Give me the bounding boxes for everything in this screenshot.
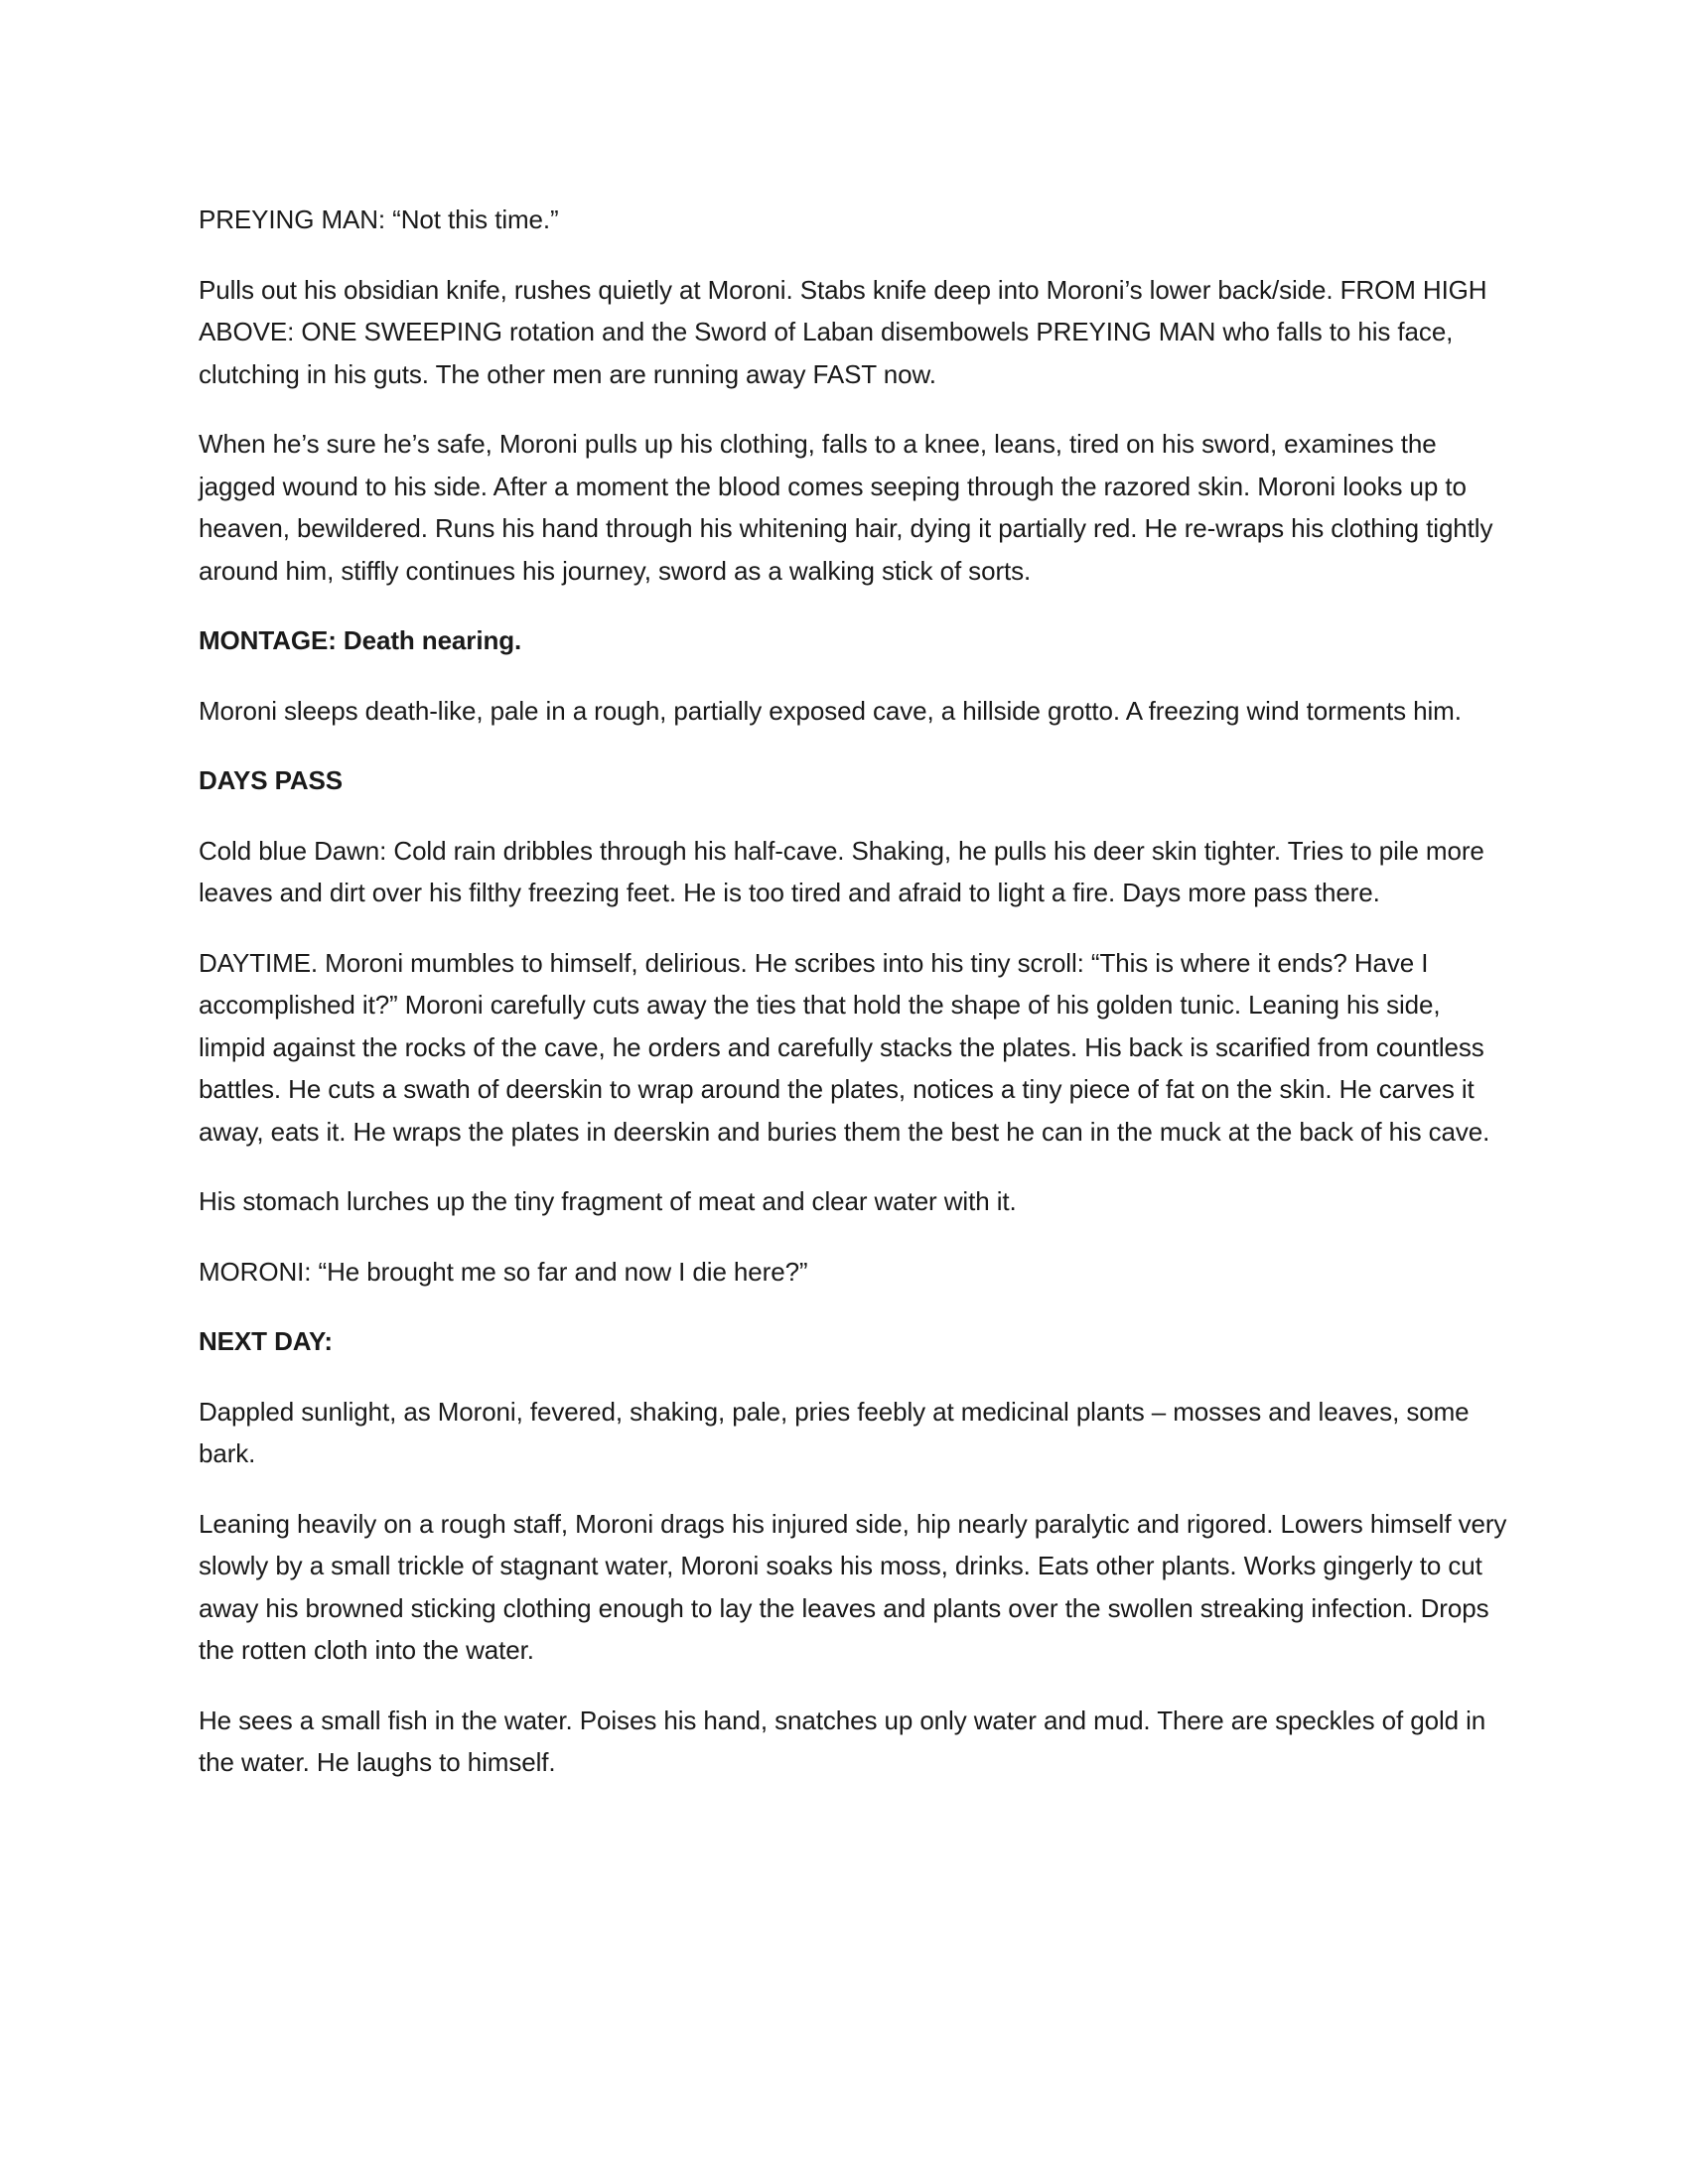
heading-next-day: NEXT DAY: [199, 1326, 333, 1356]
dialogue-preying-man: PREYING MAN: “Not this time.” [199, 205, 559, 234]
paragraph-knife-attack: Pulls out his obsidian knife, rushes quietly at Moroni. Stabs knife deep into Moroni’s lower back/side. FROM HIGH ABOVE: ONE SWEEPING rotation and the Sword of Laban disembowels PREYING MAN who falls to his face, clutching in his guts. The other men are running away FAST now. [199, 274, 1487, 389]
paragraph-fish: He sees a small fish in the water. Poises his hand, snatches up only water and mud. There are speckles of gold in the water. He laughs to himself. [199, 1705, 1486, 1777]
page-body [199, 199, 1509, 1812]
paragraph-cold-dawn: Cold blue Dawn: Cold rain dribbles through his half-cave. Shaking, he pulls his deer skin tighter. Tries to pile more leaves and dirt over his filthy freezing feet. He is too tired and afraid to light a fire. Days more pass there. [199, 835, 1484, 907]
heading-days-pass: DAYS PASS [199, 765, 344, 795]
paragraph-staff: Leaning heavily on a rough staff, Moroni drags his injured side, hip nearly paralytic and rigored. Lowers himself very slowly by a small trickle of stagnant water, Moroni soaks his moss, drinks. Eats other plants. Works gingerly to cut away his browned sticking clothing enough to lay the leaves and plants over the swollen streaking infection. Drops the rotten cloth into the water. [199, 1508, 1507, 1665]
paragraph-cave: Moroni sleeps death-like, pale in a rough, partially exposed cave, a hillside grotto. A freezing wind torments him. [199, 695, 1462, 726]
paragraph-daytime: DAYTIME. Moroni mumbles to himself, delirious. He scribes into his tiny scroll: “This is where it ends? Have I accomplished it?” Moroni carefully cuts away the ties that hold the shape of his golden tunic. Leaning his side, limpid against the rocks of the cave, he orders and carefully stacks the plates. His back is scarified from countless battles. He cuts a swath of deerskin to wrap around the plates, notices a tiny piece of fat on the skin. He carves it away, eats it. He wraps the plates in deerskin and buries them the best he can in the muck at the back of his cave. [199, 947, 1490, 1147]
paragraph-wound: When he’s sure he’s safe, Moroni pulls up his clothing, falls to a knee, leans, tired on his sword, examines the jagged wound to his side. After a moment the blood comes seeping through the razored skin. Moroni looks up to heaven, bewildered. Runs his hand through his whitening hair, dying it partially red. He re-wraps his clothing tightly around him, stiffly continues his journey, sword as a walking stick of sorts. [199, 429, 1493, 586]
heading-montage: MONTAGE: Death nearing. [199, 625, 522, 655]
dialogue-moroni: MORONI: “He brought me so far and now I die here?” [199, 1256, 808, 1287]
paragraph-sunlight: Dappled sunlight, as Moroni, fevered, shaking, pale, pries feebly at medicinal plants – mosses and leaves, some bark. [199, 1396, 1470, 1468]
paragraph-stomach: His stomach lurches up the tiny fragment of meat and clear water with it. [199, 1186, 1017, 1216]
